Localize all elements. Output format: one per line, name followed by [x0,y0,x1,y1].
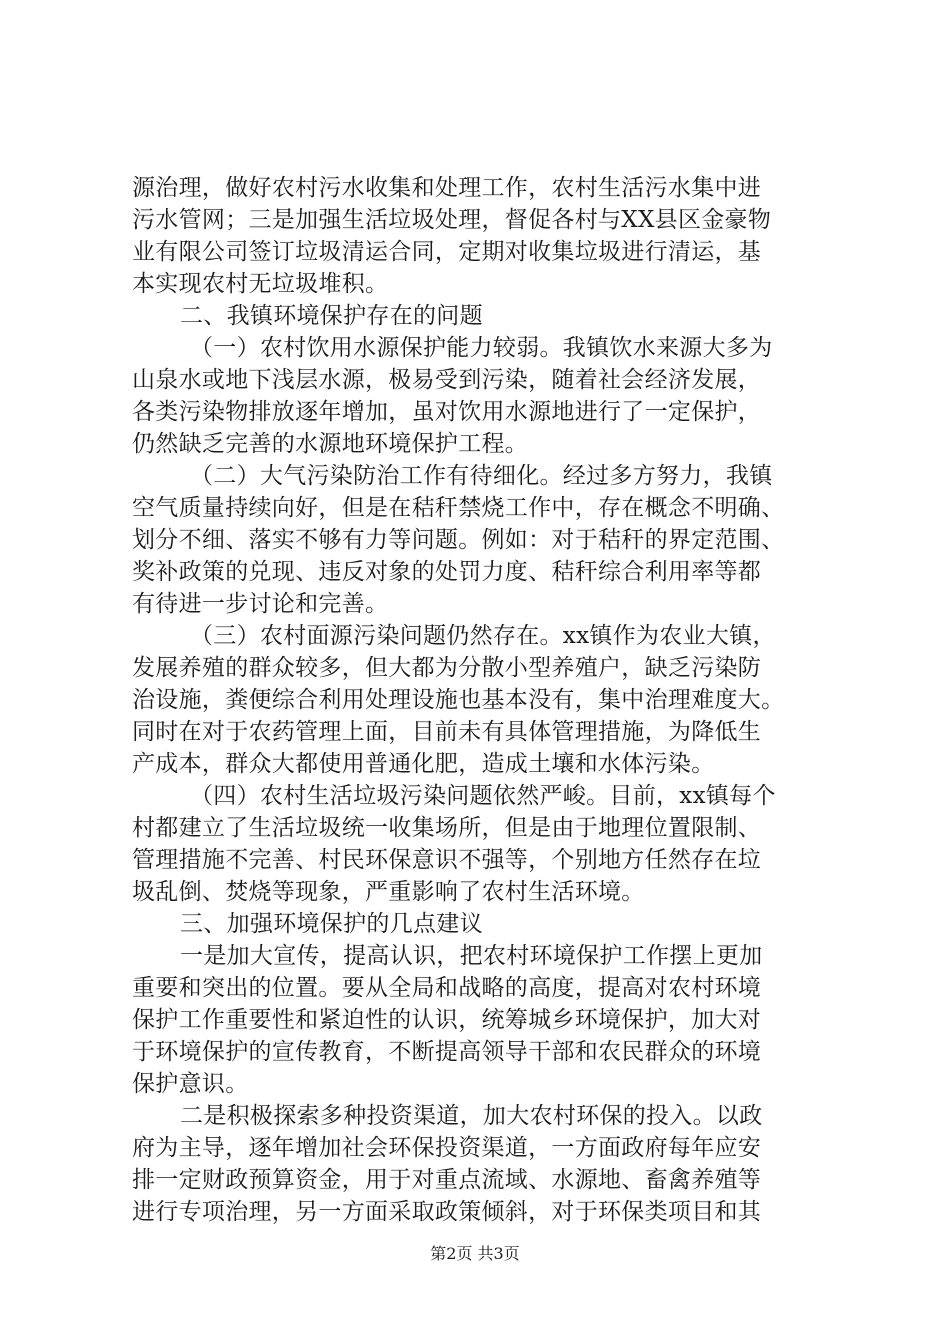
text-line: 于环境保护的宣传教育，不断提高领导干部和农民群众的环境 [132,1039,762,1065]
text-line: 划分不细、落实不够有力等问题。例如：对于秸秆的界定范围、 [132,527,785,553]
text-line: 山泉水或地下浅层水源，极易受到污染，随着社会经济发展， [132,367,762,393]
text-line: 圾乱倒、焚烧等现象，严重影响了农村生活环境。 [132,879,645,905]
page-number-footer: 第2页 共3页 [430,1244,520,1263]
text-line: 二是积极探索多种投资渠道，加大农村环保的投入。以政 [180,1103,763,1129]
section-heading: 三、加强环境保护的几点建议 [180,911,483,937]
text-line: 村都建立了生活垃圾统一收集场所，但是由于地理位置限制、 [132,815,762,841]
text-line: 源治理，做好农村污水收集和处理工作，农村生活污水集中进 [132,175,762,201]
text-line: 各类污染物排放逐年增加，虽对饮用水源地进行了一定保护， [132,399,762,425]
text-line: （四）农村生活垃圾污染问题依然严峻。目前，xx镇每个 [190,783,776,809]
text-line: 保护工作重要性和紧迫性的认识，统筹城乡环境保护，加大对 [132,1007,762,1033]
text-line: 治设施，粪便综合利用处理设施也基本没有，集中治理难度大。 [132,687,785,713]
text-line: 本实现农村无垃圾堆积。 [132,271,389,297]
text-line: 有待进一步讨论和完善。 [132,591,389,617]
text-line: 仍然缺乏完善的水源地环境保护工程。 [132,431,529,457]
text-line: （二）大气污染防治工作有待细化。经过多方努力，我镇 [190,463,773,489]
text-line: 奖补政策的兑现、违反对象的处罚力度、秸秆综合利用率等都 [132,559,762,585]
text-line: 业有限公司签订垃圾清运合同，定期对收集垃圾进行清运，基 [132,239,762,265]
text-line: 空气质量持续向好，但是在秸秆禁烧工作中，存在概念不明确、 [132,495,785,521]
text-line: 重要和突出的位置。要从全局和战略的高度，提高对农村环境 [132,975,762,1001]
text-line: 污水管网；三是加强生活垃圾处理，督促各村与XX县区金豪物 [132,207,772,233]
section-heading: 二、我镇环境保护存在的问题 [180,303,483,329]
text-line: （三）农村面源污染问题仍然存在。xx镇作为农业大镇， [190,623,776,649]
text-line: 产成本，群众大都使用普通化肥，造成土壤和水体污染。 [132,751,715,777]
text-line: 发展养殖的群众较多，但大都为分散小型养殖户，缺乏污染防 [132,655,762,681]
text-line: 府为主导，逐年增加社会环保投资渠道，一方面政府每年应安 [132,1135,762,1161]
document-body [132,172,852,1228]
text-line: 一是加大宣传，提高认识，把农村环境保护工作摆上更加 [180,943,763,969]
text-line: 管理措施不完善、村民环保意识不强等，个别地方任然存在垃 [132,847,762,873]
text-line: （一）农村饮用水源保护能力较弱。我镇饮水来源大多为 [190,335,773,361]
text-line: 进行专项治理，另一方面采取政策倾斜，对于环保类项目和其 [132,1199,762,1225]
text-line: 同时在对于农药管理上面，目前未有具体管理措施，为降低生 [132,719,762,745]
text-line: 保护意识。 [132,1071,249,1097]
text-line: 排一定财政预算资金，用于对重点流域、水源地、畜禽养殖等 [132,1167,762,1193]
